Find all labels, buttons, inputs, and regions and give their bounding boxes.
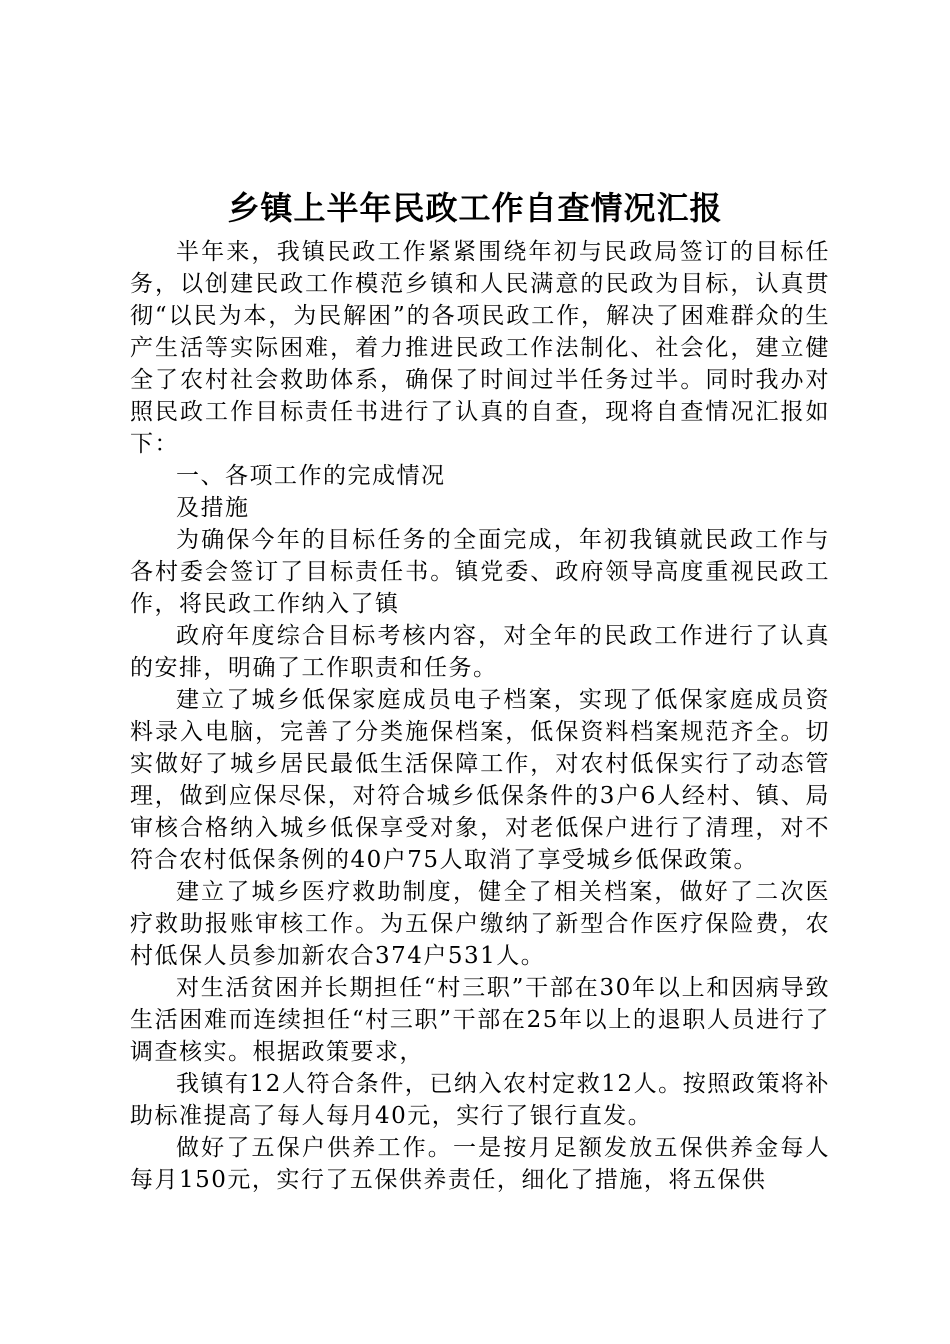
paragraph-five-guarantees: 做好了五保户供养工作。一是按月足额发放五保供养金每人每月150元，实行了五保供养责任，细化了措施，将五保供 bbox=[130, 1135, 830, 1193]
paragraph-annual-assessment: 政府年度综合目标考核内容，对全年的民政工作进行了认真的安排，明确了工作职责和任务。 bbox=[130, 623, 830, 681]
document-title: 乡镇上半年民政工作自查情况汇报 bbox=[227, 189, 723, 227]
paragraph-fixed-relief: 我镇有12人符合条件，已纳入农村定救12人。按照政策将补助标准提高了每人每月40元，实行了银行直发。 bbox=[130, 1071, 830, 1129]
paragraph-intro: 半年来，我镇民政工作紧紧围绕年初与民政局签订的目标任务，以创建民政工作模范乡镇和人民满意的民政为目标，认真贯彻“以民为本，为民解困”的各项民政工作，解决了困难群众的生产生活等实际困难，着力推进民政工作法制化、社会化，建立健全了农村社会救助体系，确保了时间过半任务过半。同时我办对照民政工作目标责任书进行了认真的自查，现将自查情况汇报如下： bbox=[130, 239, 830, 457]
paragraph-target-responsibility: 为确保今年的目标任务的全面完成，年初我镇就民政工作与各村委会签订了目标责任书。镇党委、政府领导高度重视民政工作，将民政工作纳入了镇 bbox=[130, 527, 830, 617]
paragraph-medical-assistance: 建立了城乡医疗救助制度，健全了相关档案，做好了二次医疗救助报账审核工作。为五保户缴纳了新型合作医疗保险费，农村低保人员参加新农合374户531人。 bbox=[130, 879, 830, 969]
document-body bbox=[130, 236, 830, 1196]
section-heading-1: 一、各项工作的完成情况 bbox=[176, 463, 446, 489]
section-heading-1-continued: 及措施 bbox=[176, 495, 250, 521]
paragraph-retired-village-cadres: 对生活贫困并长期担任“村三职”干部在30年以上和因病导致生活困难而连续担任“村三职”干部在25年以上的退职人员进行了调查核实。根据政策要求， bbox=[130, 975, 830, 1065]
paragraph-minimum-living-security: 建立了城乡低保家庭成员电子档案，实现了低保家庭成员资料录入电脑，完善了分类施保档案，低保资料档案规范齐全。切实做好了城乡居民最低生活保障工作，对农村低保实行了动态管理，做到应保尽保，对符合城乡低保条件的3户6人经村、镇、局审核合格纳入城乡低保享受对象，对老低保户进行了清理，对不符合农村低保条例的40户75人取消了享受城乡低保政策。 bbox=[130, 687, 830, 873]
